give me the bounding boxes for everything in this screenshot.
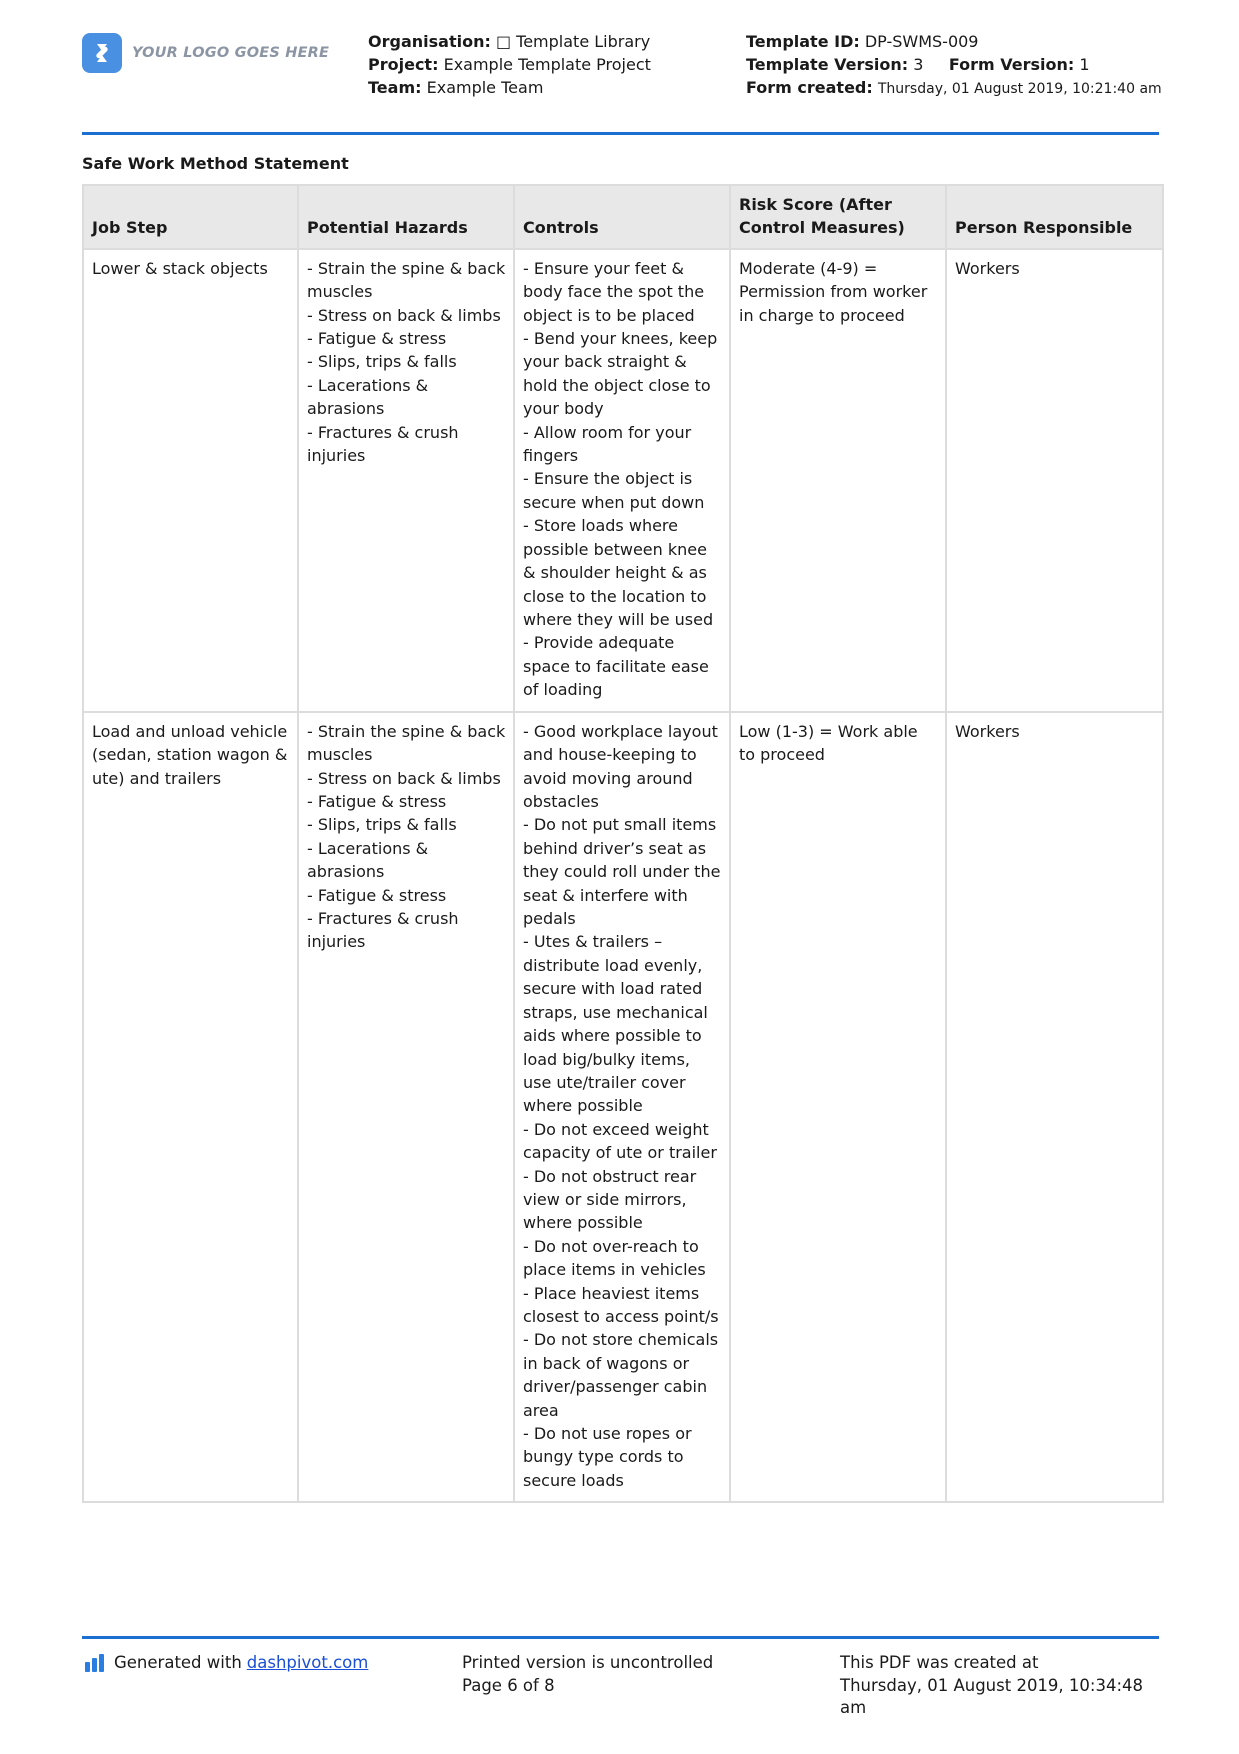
controls-cell	[514, 249, 730, 712]
column-header-controls: Controls	[514, 185, 730, 249]
template-id-value: DP-SWMS-009	[864, 32, 979, 51]
person-responsible-cell: Workers	[946, 712, 1163, 1502]
section-title: Safe Work Method Statement	[82, 154, 349, 173]
control-item: - Do not use ropes or bungy type cords to secure loads	[523, 1424, 692, 1490]
control-item: - Do not obstruct rear view or side mirrors, where possible	[523, 1166, 697, 1233]
control-item: - Allow room for your fingers	[523, 422, 692, 466]
header-template-info	[746, 30, 1166, 101]
logo-text: YOUR LOGO GOES HERE	[132, 45, 330, 61]
page-number: Page 6 of 8	[462, 1675, 555, 1695]
form-version-label: Form Version:	[948, 55, 1075, 74]
control-item: - Place heaviest items closest to access point/s	[523, 1283, 719, 1326]
risk-score-cell: Moderate (4-9) = Permission from worker in charge to proceed	[730, 249, 946, 712]
job-step-cell: Lower & stack objects	[83, 249, 298, 712]
hazard-item: - Fatigue & stress	[307, 885, 447, 905]
hazard-item: - Stress on back & limbs	[307, 305, 501, 325]
control-item: - Bend your knees, keep your back straight & hold the object close to your body	[523, 329, 718, 419]
risk-score-cell: Low (1-3) = Work able to proceed	[730, 712, 946, 1502]
generated-prefix: Generated with	[114, 1653, 242, 1672]
control-item: - Do not store chemicals in back of wagons or driver/passenger cabin area	[523, 1330, 719, 1420]
control-item: - Provide adequate space to facilitate ease of loading	[523, 633, 709, 700]
page-header	[82, 0, 1162, 133]
control-item: - Ensure the object is secure when put down	[523, 469, 705, 512]
header-divider	[82, 132, 1159, 135]
control-item: - Good workplace layout and house-keeping to avoid moving around obstacles	[523, 721, 718, 812]
footer-generated	[85, 1652, 368, 1675]
hazard-item: - Slips, trips & falls	[307, 815, 457, 835]
created-prefix: This PDF was created at	[840, 1653, 1039, 1672]
template-id-label: Template ID:	[746, 32, 860, 51]
page	[82, 0, 1162, 1490]
column-header-risk-score: Risk Score (After Control Measures)	[730, 185, 946, 249]
dashpivot-icon	[85, 1654, 106, 1672]
swms-table	[82, 184, 1164, 1503]
footer-center	[462, 1652, 713, 1697]
form-created-label: Form created:	[746, 78, 873, 97]
hazards-cell	[298, 249, 514, 712]
logo-icon	[82, 33, 122, 73]
table-header-row	[83, 185, 1163, 249]
hazard-item: - Strain the spine & back muscles	[307, 258, 506, 302]
job-step-cell: Load and unload vehicle (sedan, station wagon & ute) and trailers	[83, 712, 298, 1502]
control-item: - Store loads where possible between knee & shoulder height & as close to the location to where they will be used	[523, 516, 714, 629]
organisation-value: □ Template Library	[495, 32, 651, 51]
team-value: Example Team	[426, 78, 544, 97]
footer-divider	[82, 1636, 1159, 1639]
hazards-cell	[298, 712, 514, 1502]
table-row	[83, 712, 1163, 1502]
hazard-item: - Fractures & crush injuries	[307, 909, 459, 952]
control-item: - Do not exceed weight capacity of ute or trailer	[523, 1119, 717, 1163]
footer-created	[840, 1652, 1170, 1720]
hazard-item: - Strain the spine & back muscles	[307, 721, 506, 765]
table-row	[83, 249, 1163, 712]
control-item: - Do not over-reach to place items in vehicles	[523, 1236, 706, 1280]
header-project-info	[368, 30, 728, 99]
template-version-label: Template Version:	[746, 55, 909, 74]
dashpivot-link[interactable]: dashpivot.com	[246, 1653, 369, 1672]
hazard-item: - Stress on back & limbs	[307, 768, 501, 788]
control-item: - Ensure your feet & body face the spot the object is to be placed	[523, 258, 705, 325]
project-label: Project:	[368, 55, 439, 74]
form-created-value: Thursday, 01 August 2019, 10:21:40 am	[877, 81, 1162, 97]
organisation-label: Organisation:	[368, 32, 491, 51]
control-item: - Do not put small items behind driver’s seat as they could roll under the seat & interfere with pedals	[523, 815, 721, 929]
column-header-hazards: Potential Hazards	[298, 185, 514, 249]
controls-cell	[514, 712, 730, 1502]
hazard-item: - Lacerations & abrasions	[307, 838, 429, 882]
column-header-person-responsible: Person Responsible	[946, 185, 1163, 249]
created-value: Thursday, 01 August 2019, 10:34:48 am	[840, 1675, 1144, 1717]
hazard-item: - Fatigue & stress	[307, 329, 447, 349]
hazard-item: - Fractures & crush injuries	[307, 422, 459, 466]
project-value: Example Template Project	[443, 55, 651, 74]
hazard-item: - Fatigue & stress	[307, 792, 447, 812]
team-label: Team:	[368, 78, 422, 97]
control-item: - Utes & trailers – distribute load evenly, secure with load rated straps, use mechanical aids where possible to load big/bulky items, use ute/trailer cover where possible	[523, 932, 708, 1116]
person-responsible-cell: Workers	[946, 249, 1163, 712]
uncontrolled-notice: Printed version is uncontrolled	[462, 1653, 714, 1672]
hazard-item: - Slips, trips & falls	[307, 352, 457, 372]
hazard-item: - Lacerations & abrasions	[307, 375, 429, 419]
template-version-value: 3	[913, 55, 924, 74]
form-version-value: 1	[1079, 55, 1090, 74]
column-header-job-step: Job Step	[83, 185, 298, 249]
company-logo	[82, 33, 329, 73]
